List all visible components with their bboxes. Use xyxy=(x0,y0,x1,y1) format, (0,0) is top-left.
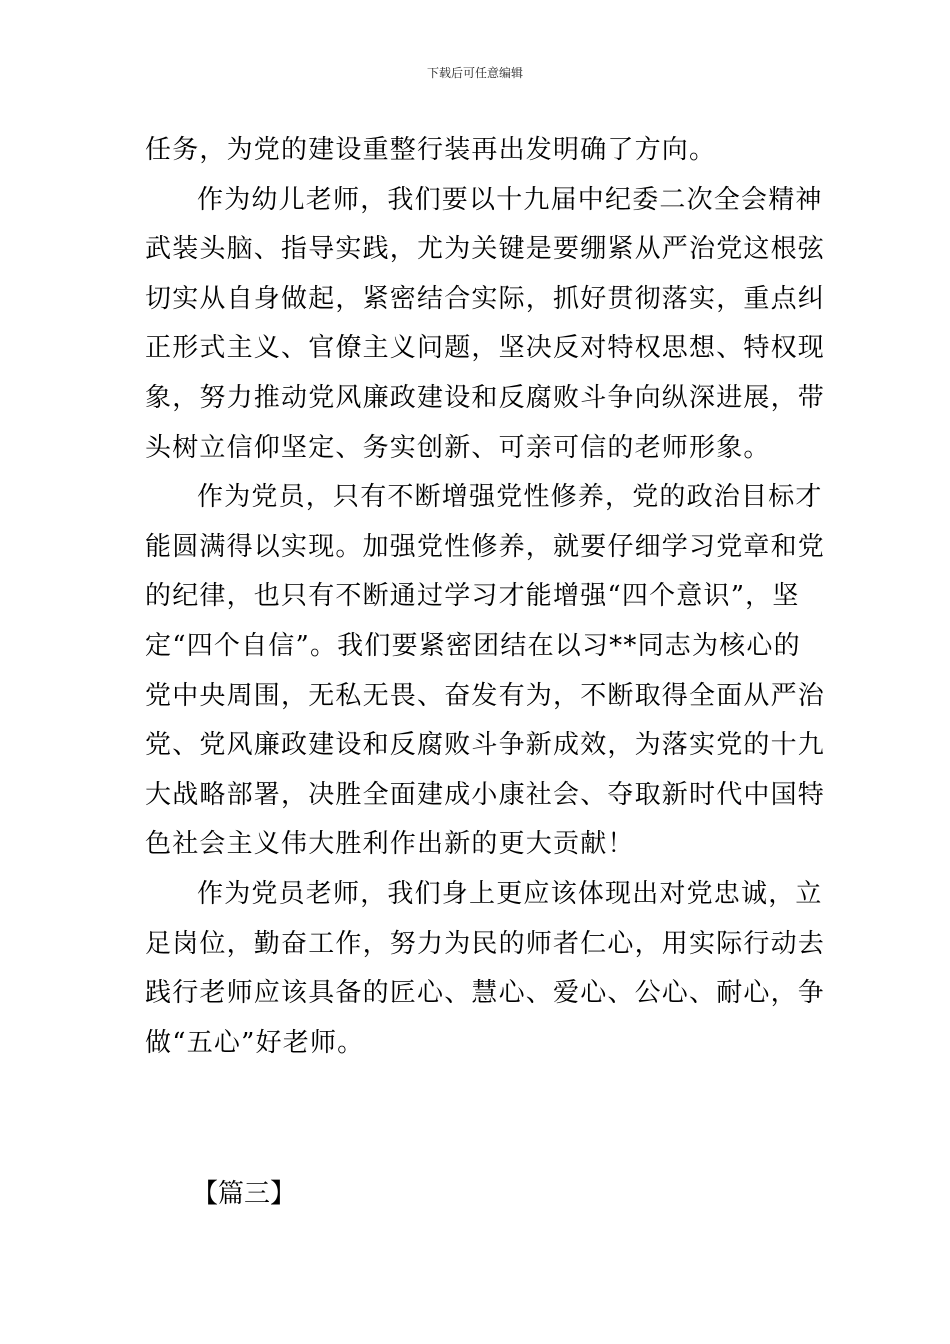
text-line: 头树立信仰坚定、务实创新、可亲可信的老师形象。 xyxy=(145,432,771,463)
text-line: 做“五心”好老师。 xyxy=(145,1027,365,1058)
text-line: 党中央周围，无私无畏、奋发有为，不断取得全面从严治 xyxy=(145,680,826,711)
text-line: 党、党风廉政建设和反腐败斗争新成效，为落实党的十九 xyxy=(145,730,826,761)
paragraph-start-line: 作为党员老师，我们身上更应该体现出对党忠诚，立 xyxy=(197,878,823,909)
text-line: 的纪律，也只有不断通过学习才能增强“四个意识”，坚 xyxy=(145,581,800,612)
paragraph-start-line: 作为幼儿老师，我们要以十九届中纪委二次全会精神 xyxy=(197,184,823,215)
document-body xyxy=(145,126,826,1068)
text-line: 正形式主义、官僚主义问题，坚决反对特权思想、特权现 xyxy=(145,333,826,364)
text-line: 武装头脑、指导实践，尤为关键是要绷紧从严治党这根弦 xyxy=(145,234,826,265)
paragraph-start-line: 作为党员，只有不断增强党性修养，党的政治目标才 xyxy=(197,482,823,513)
section-heading: 【篇三】 xyxy=(192,1179,297,1209)
text-line: 践行老师应该具备的匠心、慧心、爱心、公心、耐心，争 xyxy=(145,978,826,1009)
text-line: 能圆满得以实现。加强党性修养，就要仔细学习党章和党 xyxy=(145,531,826,562)
text-line: 任务，为党的建设重整行装再出发明确了方向。 xyxy=(145,135,717,165)
text-line: 大战略部署，决胜全面建成小康社会、夺取新时代中国特 xyxy=(145,779,826,810)
text-line: 定“四个自信”。我们要紧密团结在以习**同志为核心的 xyxy=(145,630,801,661)
text-line: 足岗位，勤奋工作，努力为民的师者仁心，用实际行动去 xyxy=(145,928,826,959)
page-header-caption: 下载后可任意编辑 xyxy=(426,66,523,80)
text-line: 色社会主义伟大胜利作出新的更大贡献！ xyxy=(145,829,635,860)
text-line: 象，努力推动党风廉政建设和反腐败斗争向纵深进展，带 xyxy=(145,382,826,413)
text-line: 切实从自身做起，紧密结合实际，抓好贯彻落实，重点纠 xyxy=(145,283,826,314)
